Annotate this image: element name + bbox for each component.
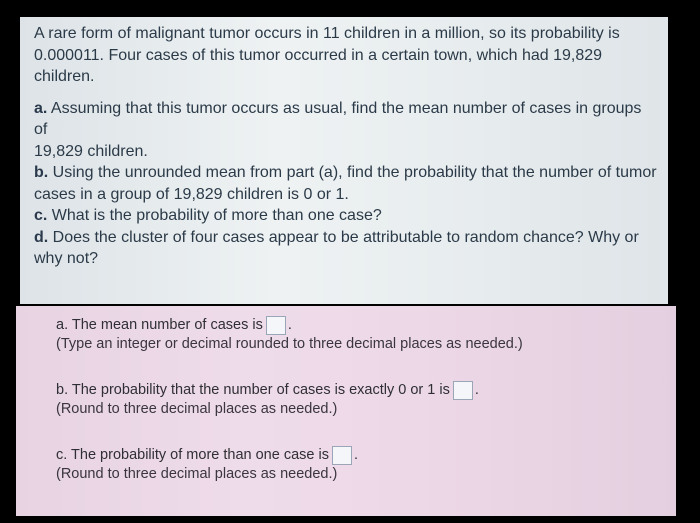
answer-b-input[interactable] [453,381,473,400]
question-intro: A rare form of malignant tumor occurs in 11 children in a million, so its probability is 0.000011. Four cases of this tumor occurred in a certain town, which had 19,829 children. [34,25,620,85]
answer-b-label: b. The probability that the number of cases is exactly 0 or 1 is [56,382,450,398]
part-text: Does the cluster of four cases appear to be attributable to random chance? Why or why not? [34,228,639,267]
part-text: Using the unrounded mean from part (a), find the probability that the number of tumor cases in a group of 19,829 children is 0 or 1. [34,164,657,203]
answer-a [56,316,676,354]
question-part-a-continued [34,141,658,163]
answer-a-label: a. The mean number of cases is [56,317,263,333]
answer-c-row [56,446,676,465]
answer-a-period: . [287,317,292,333]
answer-c-label: c. The probability of more than one case is [56,447,329,463]
answer-b [56,381,676,419]
answer-b-row [56,381,676,400]
answer-b-period: . [474,382,479,398]
question-part-b [34,162,658,205]
answer-a-hint: (Type an integer or decimal rounded to three decimal places as needed.) [56,336,523,352]
part-letter: c. [34,207,48,224]
part-letter: d. [34,228,49,246]
question-part-d [34,227,658,270]
part-text: 19,829 children. [34,142,148,160]
answer-c [56,446,676,484]
answer-a-row [56,316,676,335]
answer-a-input[interactable] [266,316,286,335]
part-text: Assuming that this tumor occurs as usual, find the mean number of cases in groups of [34,99,642,138]
part-text: What is the probability of more than one case? [47,207,382,224]
answer-panel [16,306,676,516]
answer-c-input[interactable] [332,446,352,465]
part-letter: a. [34,99,48,117]
question-part-a [34,98,658,141]
question-part-c [34,205,658,227]
question-panel [20,17,668,304]
part-letter: b. [34,164,49,181]
answer-c-hint: (Round to three decimal places as needed.) [56,466,338,482]
answer-c-period: . [353,447,358,463]
answer-b-hint: (Round to three decimal places as needed.) [56,401,338,417]
